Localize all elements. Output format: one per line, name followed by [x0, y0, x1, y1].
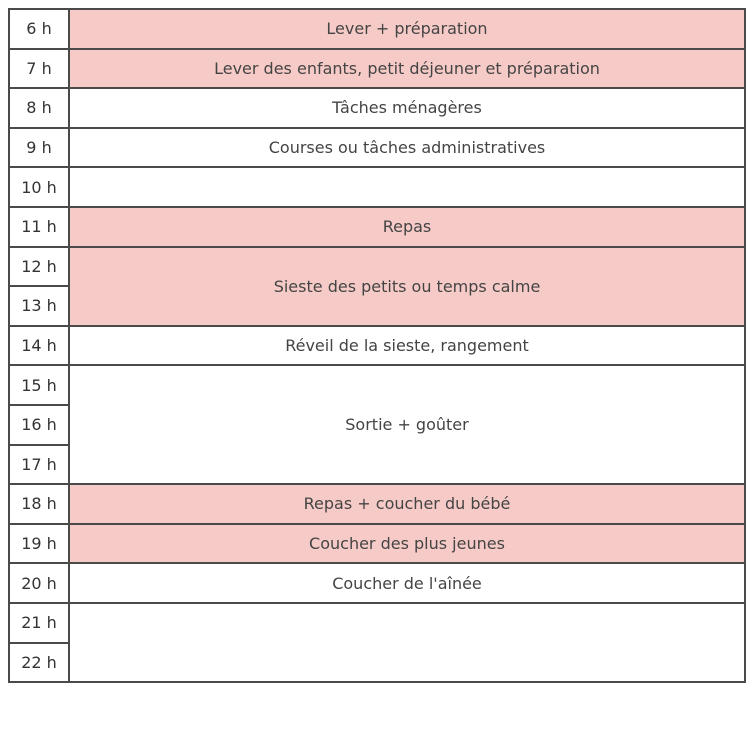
activity-cell: Tâches ménagères: [69, 88, 745, 128]
daily-schedule-table: [8, 8, 746, 683]
table-row: [9, 365, 745, 405]
activity-cell: Coucher des plus jeunes: [69, 524, 745, 564]
activity-cell: [69, 167, 745, 207]
hour-cell: 18 h: [9, 484, 69, 524]
hour-cell: 17 h: [9, 445, 69, 485]
table-row: [9, 247, 745, 287]
hour-cell: 8 h: [9, 88, 69, 128]
activity-cell: [69, 603, 745, 682]
hour-cell: 7 h: [9, 49, 69, 89]
activity-cell: Sortie + goûter: [69, 365, 745, 484]
hour-cell: 13 h: [9, 286, 69, 326]
table-row: [9, 128, 745, 168]
table-row: [9, 167, 745, 207]
table-row: [9, 207, 745, 247]
hour-cell: 9 h: [9, 128, 69, 168]
table-row: [9, 484, 745, 524]
table-row: [9, 603, 745, 643]
activity-cell: Lever des enfants, petit déjeuner et préparation: [69, 49, 745, 89]
table-row: [9, 326, 745, 366]
hour-cell: 12 h: [9, 247, 69, 287]
activity-cell: Réveil de la sieste, rangement: [69, 326, 745, 366]
activity-cell: Lever + préparation: [69, 9, 745, 49]
hour-cell: 20 h: [9, 563, 69, 603]
hour-cell: 14 h: [9, 326, 69, 366]
activity-cell: Repas: [69, 207, 745, 247]
hour-cell: 19 h: [9, 524, 69, 564]
hour-cell: 22 h: [9, 643, 69, 683]
hour-cell: 6 h: [9, 9, 69, 49]
table-row: [9, 49, 745, 89]
activity-cell: Courses ou tâches administratives: [69, 128, 745, 168]
table-row: [9, 524, 745, 564]
hour-cell: 16 h: [9, 405, 69, 445]
hour-cell: 11 h: [9, 207, 69, 247]
activity-cell: Sieste des petits ou temps calme: [69, 247, 745, 326]
table-row: [9, 88, 745, 128]
activity-cell: Repas + coucher du bébé: [69, 484, 745, 524]
hour-cell: 15 h: [9, 365, 69, 405]
table-row: [9, 563, 745, 603]
hour-cell: 10 h: [9, 167, 69, 207]
hour-cell: 21 h: [9, 603, 69, 643]
activity-cell: Coucher de l'aînée: [69, 563, 745, 603]
table-row: [9, 9, 745, 49]
